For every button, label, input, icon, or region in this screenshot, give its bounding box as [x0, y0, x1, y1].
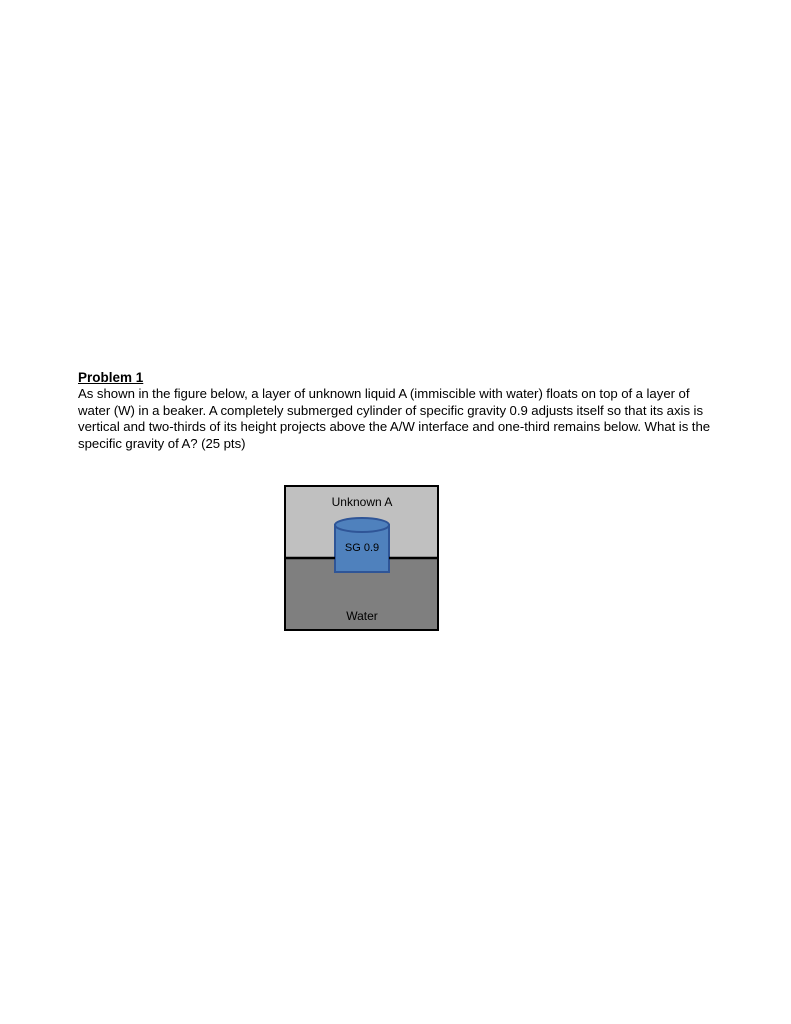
problem-title: Problem 1	[78, 370, 144, 385]
beaker-diagram	[284, 485, 440, 632]
problem-statement: As shown in the figure below, a layer of unknown liquid A (immiscible with water) floats on top of a layer of water (W) in a beaker. A completely submerged cylinder of specific gravity 0.9 adjusts itself so that its axis is vertical and two-thirds of its height projects above the A/W interface and one-third remains below. What is the specific gravity of A? (25 pts)	[78, 386, 711, 451]
problem-block	[78, 370, 718, 452]
water-label: Water	[346, 609, 378, 623]
unknown-a-label: Unknown A	[331, 495, 393, 509]
cylinder-label: SG 0.9	[344, 542, 380, 554]
beaker-figure	[284, 485, 440, 632]
cylinder-top	[335, 518, 389, 532]
